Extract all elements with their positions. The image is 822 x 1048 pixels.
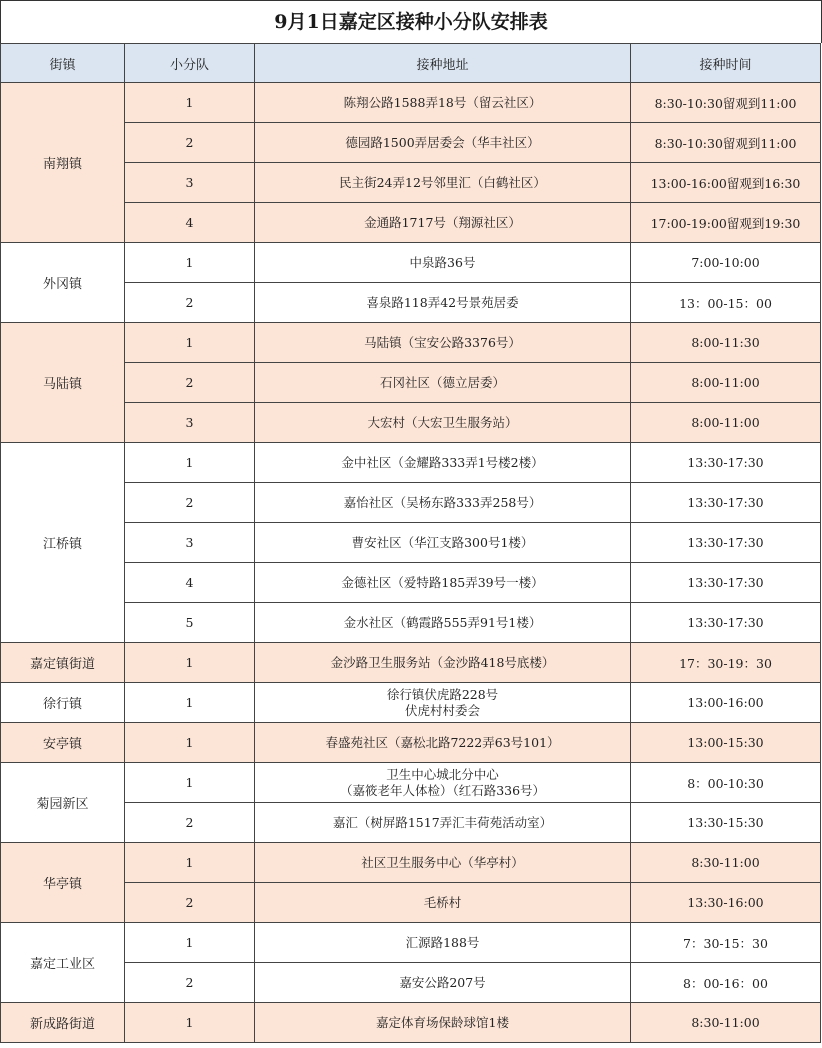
cell-team: 2	[125, 283, 255, 323]
cell-address	[255, 283, 631, 323]
cell-time: 8:00-11:00	[631, 363, 821, 403]
cell-time: 8:30-11:00	[631, 843, 821, 883]
table-row	[1, 923, 821, 963]
cell-time: 13:30-17:30	[631, 603, 821, 643]
cell-time: 17:00-19:00留观到19:30	[631, 203, 821, 243]
address-line: 民主街24弄12号邻里汇（白鹤社区）	[339, 174, 546, 190]
address-line: 卫生中心城北分中心	[386, 766, 499, 782]
address-line: 德园路1500弄居委会（华丰社区）	[345, 134, 540, 150]
cell-time: 13:00-16:00	[631, 683, 821, 723]
cell-team: 1	[125, 643, 255, 683]
cell-team: 1	[125, 843, 255, 883]
cell-team: 1	[125, 723, 255, 763]
cell-town: 嘉定镇街道	[1, 643, 125, 683]
cell-address	[255, 883, 631, 923]
address-line: 金中社区（金耀路333弄1号楼2楼）	[341, 454, 544, 470]
cell-address	[255, 603, 631, 643]
address-line: 金德社区（爱特路185弄39号一楼）	[341, 574, 544, 590]
table-row	[1, 243, 821, 283]
header-time: 接种时间	[631, 44, 821, 83]
cell-time: 17：30-19：30	[631, 643, 821, 683]
address-line: 喜泉路118弄42号景苑居委	[366, 294, 519, 310]
address-line: 嘉怡社区（吴杨东路333弄258号）	[343, 494, 542, 510]
cell-address	[255, 203, 631, 243]
cell-team: 2	[125, 803, 255, 843]
cell-town: 嘉定工业区	[1, 923, 125, 1003]
address-line: 金水社区（鹤霞路555弄91号1楼）	[343, 614, 542, 630]
cell-time: 8：00-16：00	[631, 963, 821, 1003]
cell-address	[255, 643, 631, 683]
cell-time: 13:30-17:30	[631, 443, 821, 483]
table-row	[1, 643, 821, 683]
cell-team: 2	[125, 883, 255, 923]
cell-time: 13:30-17:30	[631, 563, 821, 603]
cell-time: 7：30-15：30	[631, 923, 821, 963]
cell-time: 13:30-17:30	[631, 483, 821, 523]
cell-address	[255, 443, 631, 483]
cell-team: 1	[125, 1003, 255, 1043]
address-line: 曹安社区（华江支路300号1楼）	[351, 534, 534, 550]
cell-team: 5	[125, 603, 255, 643]
cell-time: 7:00-10:00	[631, 243, 821, 283]
cell-address	[255, 243, 631, 283]
cell-address	[255, 163, 631, 203]
table-row	[1, 323, 821, 363]
cell-address	[255, 723, 631, 763]
address-line: 徐行镇伏虎路228号	[386, 686, 499, 702]
cell-time: 13:30-17:30	[631, 523, 821, 563]
cell-time: 13：00-15：00	[631, 283, 821, 323]
table-row	[1, 1003, 821, 1043]
table-row	[1, 683, 821, 723]
cell-time: 8:30-11:00	[631, 1003, 821, 1043]
header-town: 街镇	[1, 44, 125, 83]
cell-team: 2	[125, 123, 255, 163]
cell-town: 外冈镇	[1, 243, 125, 323]
cell-time: 13:00-16:00留观到16:30	[631, 163, 821, 203]
cell-team: 2	[125, 483, 255, 523]
cell-address	[255, 843, 631, 883]
cell-town: 马陆镇	[1, 323, 125, 443]
cell-address	[255, 683, 631, 723]
cell-time: 8：00-10:30	[631, 763, 821, 803]
address-line: 金通路1717号（翔源社区）	[364, 214, 521, 230]
cell-team: 2	[125, 363, 255, 403]
table-row	[1, 843, 821, 883]
cell-time: 13:30-15:30	[631, 803, 821, 843]
cell-team: 1	[125, 763, 255, 803]
address-line: （嘉筱老年人体检）（红石路336号）	[339, 782, 546, 798]
address-line: 金沙路卫生服务站（金沙路418号底楼）	[330, 654, 555, 670]
cell-address	[255, 563, 631, 603]
cell-team: 4	[125, 203, 255, 243]
address-line: 嘉安公路207号	[399, 974, 486, 990]
cell-time: 8:00-11:30	[631, 323, 821, 363]
cell-town: 南翔镇	[1, 83, 125, 243]
table-header-row	[1, 44, 821, 83]
cell-address	[255, 403, 631, 443]
cell-team: 3	[125, 163, 255, 203]
header-address: 接种地址	[255, 44, 631, 83]
cell-team: 3	[125, 523, 255, 563]
header-team: 小分队	[125, 44, 255, 83]
cell-town: 江桥镇	[1, 443, 125, 643]
cell-time: 8:30-10:30留观到11:00	[631, 83, 821, 123]
cell-address	[255, 123, 631, 163]
address-line: 马陆镇（宝安公路3376号）	[364, 334, 521, 350]
address-line: 毛桥村	[423, 894, 462, 910]
table-row	[1, 443, 821, 483]
cell-address	[255, 763, 631, 803]
address-line: 陈翔公路1588弄18号（留云社区）	[343, 94, 542, 110]
cell-time: 8:30-10:30留观到11:00	[631, 123, 821, 163]
cell-town: 华亭镇	[1, 843, 125, 923]
cell-town: 安亭镇	[1, 723, 125, 763]
cell-address	[255, 483, 631, 523]
cell-address	[255, 923, 631, 963]
page-title: 9月1日嘉定区接种小分队安排表	[0, 0, 822, 43]
cell-address	[255, 963, 631, 1003]
cell-team: 1	[125, 923, 255, 963]
cell-team: 4	[125, 563, 255, 603]
address-line: 春盛苑社区（嘉松北路7222弄63号101）	[325, 734, 560, 750]
address-line: 石冈社区（德立居委）	[379, 374, 505, 390]
cell-team: 3	[125, 403, 255, 443]
address-line: 中泉路36号	[409, 254, 476, 270]
cell-team: 1	[125, 83, 255, 123]
address-line: 汇源路188号	[405, 934, 480, 950]
address-line: 伏虎村村委会	[404, 702, 480, 718]
cell-team: 1	[125, 443, 255, 483]
cell-town: 新成路街道	[1, 1003, 125, 1043]
table-body	[1, 83, 821, 1043]
schedule-table	[0, 43, 821, 1043]
address-line: 嘉定体育场保龄球馆1楼	[376, 1014, 509, 1030]
cell-time: 13:00-15:30	[631, 723, 821, 763]
cell-time: 13:30-16:00	[631, 883, 821, 923]
cell-address	[255, 363, 631, 403]
address-line: 社区卫生服务中心（华亭村）	[361, 854, 524, 870]
table-row	[1, 83, 821, 123]
cell-address	[255, 323, 631, 363]
cell-team: 1	[125, 243, 255, 283]
address-line: 嘉汇（树屏路1517弄汇丰荷苑活动室）	[332, 814, 553, 830]
table-row	[1, 763, 821, 803]
cell-team: 1	[125, 683, 255, 723]
cell-address	[255, 523, 631, 563]
cell-town: 菊园新区	[1, 763, 125, 843]
cell-team: 1	[125, 323, 255, 363]
cell-team: 2	[125, 963, 255, 1003]
cell-time: 8:00-11:00	[631, 403, 821, 443]
address-line: 大宏村（大宏卫生服务站）	[367, 414, 518, 430]
cell-town: 徐行镇	[1, 683, 125, 723]
table-row	[1, 723, 821, 763]
cell-address	[255, 83, 631, 123]
cell-address	[255, 1003, 631, 1043]
cell-address	[255, 803, 631, 843]
